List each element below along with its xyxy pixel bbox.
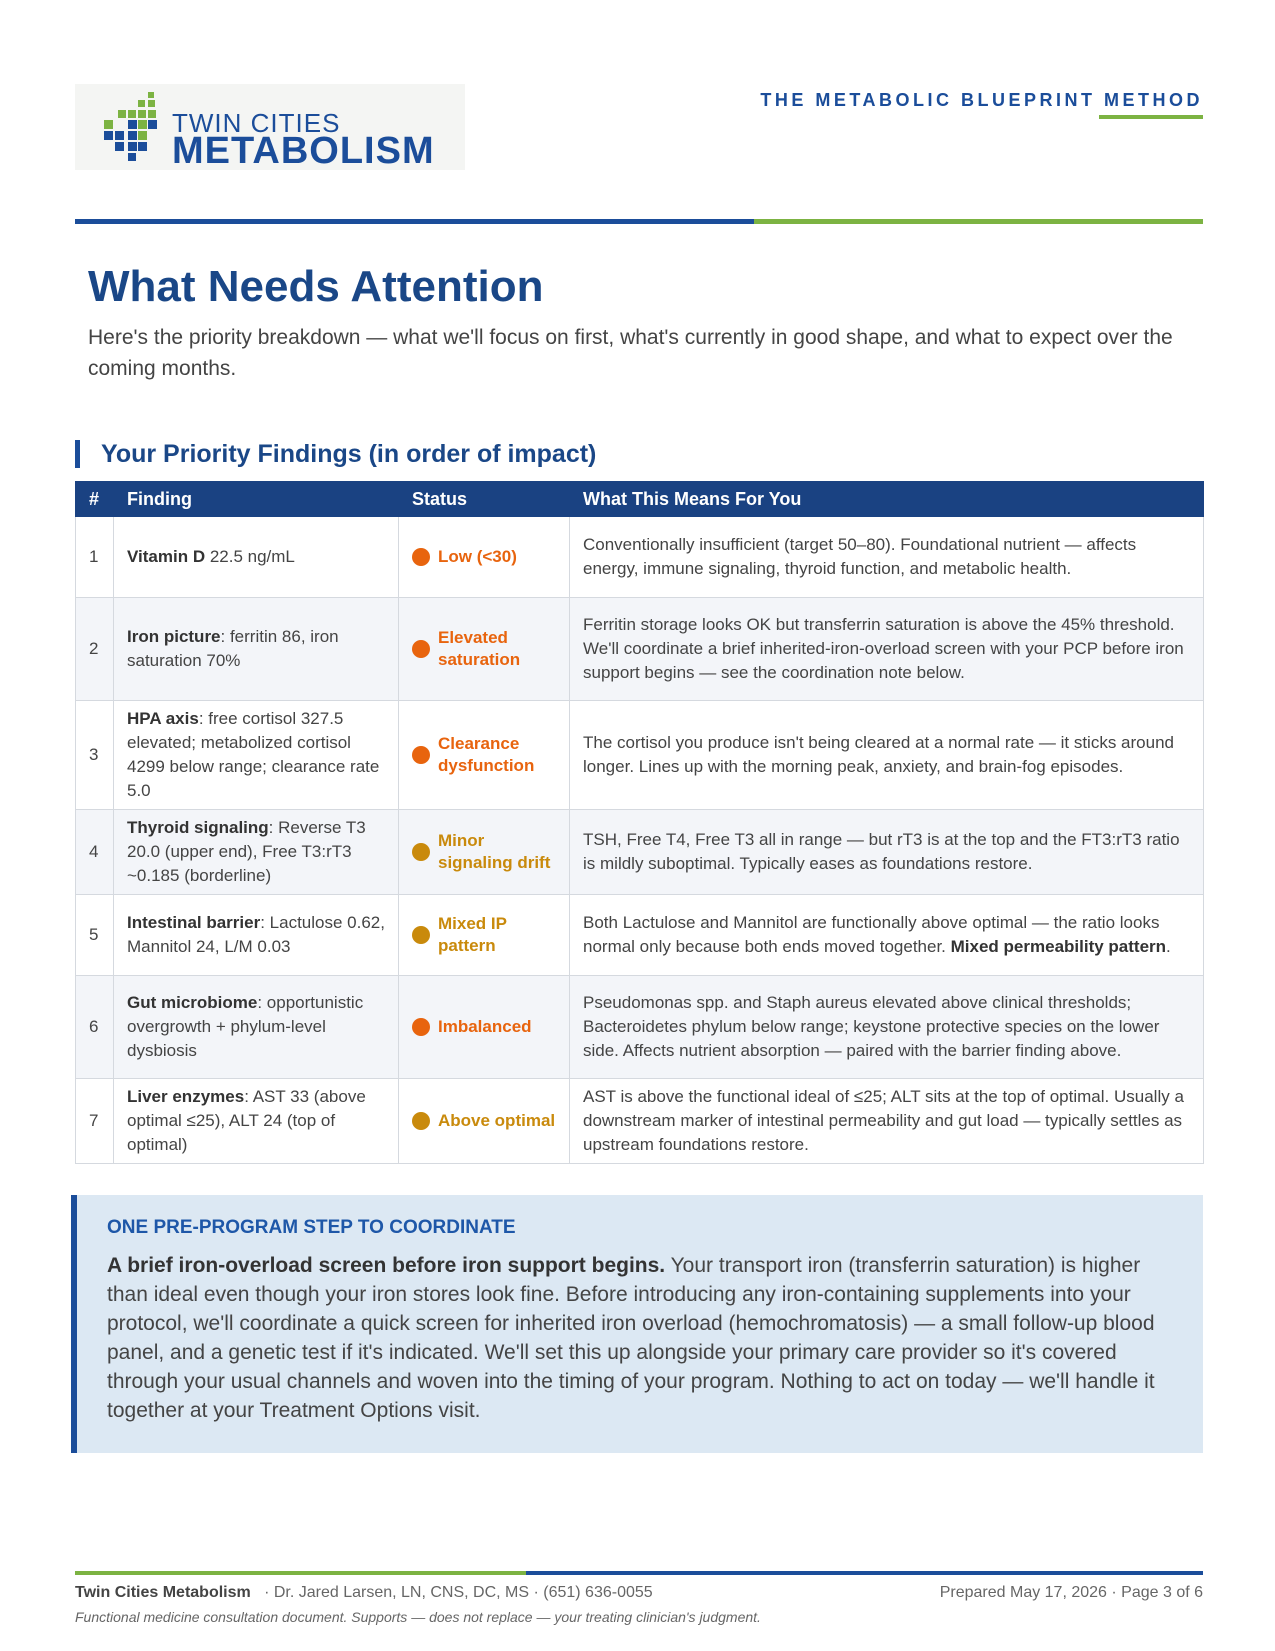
status-dot-icon [412,640,430,658]
page-header [75,84,1203,174]
footer-prepared: Prepared May 17, 2026 · Page 3 of 6 [939,1584,1203,1601]
footer-contact [75,1584,653,1602]
callout-text: Your transport iron (transferrin saturation) is higher than ideal even though your iron stores look fine. Before introducing any iron-containing supplements into your protocol, we'll coordinate a quick screen for inherited iron overload (hemochromatosis) — a small follow-up blood panel, and a genetic test if it's indicated. We'll set this up alongside your primary care provider so it's covered through your usual channels and woven into the timing of your program. Nothing to act on today — we'll handle it together at your Treatment Options visit. [107,1254,1155,1422]
finding-cell [114,810,399,895]
meaning-text: Both Lactulose and Mannitol are functionally above optimal — the ratio looks normal only because both ends moved together. [583,913,1160,956]
table-row [76,598,1204,701]
status-dot-icon [412,746,430,764]
finding-detail: : ferritin 86, iron saturation 70% [127,627,339,670]
finding-name: Liver enzymes [127,1087,245,1106]
status-label: Minor signaling drift [438,831,551,872]
row-number: 7 [76,1079,114,1164]
callout-heading: ONE PRE-PROGRAM STEP TO COORDINATE [107,1217,516,1238]
meaning-cell: TSH, Free T4, Free T3 all in range — but rT3 is at the top and the FT3:rT3 ratio is mildly suboptimal. Typically eases as foundations restore. [570,810,1204,895]
table-row [76,895,1204,976]
status-badge [412,913,556,957]
finding-cell [114,701,399,810]
meaning-tail: . [1166,937,1171,956]
status-badge [412,830,556,874]
table-row [76,701,1204,810]
status-dot-icon [412,548,430,566]
logo-grid-icon [104,92,166,164]
meaning-cell: Pseudomonas spp. and Staph aureus elevated above clinical thresholds; Bacteroidetes phylum below range; keystone protective species on the lower side. Affects nutrient absorption — paired with the barrier finding above. [570,976,1204,1079]
col-header-finding: Finding [114,482,399,517]
status-label: Mixed IP pattern [438,914,507,955]
status-cell [399,598,570,701]
logo-text-line2: METABOLISM [172,130,435,172]
finding-cell [114,1079,399,1164]
finding-name: Vitamin D [127,547,206,566]
status-label: Low (<30) [438,547,517,566]
footer-contact-text: · Dr. Jared Larsen, LN, CNS, DC, MS · (651) 636-0055 [264,1584,653,1601]
finding-detail: : opportunistic overgrowth + phylum-level dysbiosis [127,993,364,1060]
status-badge [412,1016,556,1038]
col-header-meaning: What This Means For You [570,482,1204,517]
table-row [76,810,1204,895]
meaning-cell: Ferritin storage looks OK but transferrin saturation is above the 45% threshold. We'll coordinate a brief inherited-iron-overload screen with your PCP before iron support begins — see the coordination note below. [570,598,1204,701]
status-badge [412,546,556,568]
col-header-number: # [76,482,114,517]
col-header-status: Status [399,482,570,517]
findings-table [75,481,1204,1164]
header-divider [75,219,1203,224]
finding-name: HPA axis [127,709,199,728]
row-number: 2 [76,598,114,701]
finding-name: Thyroid signaling [127,818,269,837]
status-cell [399,517,570,598]
row-number: 3 [76,701,114,810]
callout-lead: A brief iron-overload screen before iron support begins. [107,1254,666,1277]
finding-name: Iron picture [127,627,221,646]
status-cell [399,895,570,976]
intro-paragraph: Here's the priority breakdown — what we'll focus on first, what's currently in good shape, and what to expect over the coming months. [88,326,1173,380]
finding-detail: : AST 33 (above optimal ≤25), ALT 24 (top of optimal) [127,1087,366,1154]
coordination-callout [71,1195,1203,1453]
status-label: Above optimal [438,1111,556,1130]
page-title: What Needs Attention [88,262,544,311]
row-number: 1 [76,517,114,598]
status-dot-icon [412,843,430,861]
method-tagline: THE METABOLIC BLUEPRINT METHOD [760,90,1203,110]
row-number: 4 [76,810,114,895]
finding-detail: : Reverse T3 20.0 (upper end), Free T3:rT3 ~0.185 (borderline) [127,818,366,885]
row-number: 6 [76,976,114,1079]
status-cell [399,1079,570,1164]
footer-divider [75,1571,1203,1575]
meaning-cell: AST is above the functional ideal of ≤25; ALT sits at the top of optimal. Usually a downstream marker of intestinal permeability and gut load — typically settles as upstream foundations restore. [570,1079,1204,1164]
logo-text-line1: TWIN CITIES [172,108,341,138]
table-row [76,517,1204,598]
status-label: Clearance dysfunction [438,734,535,775]
status-label: Elevated saturation [438,628,521,669]
status-badge [412,627,556,671]
meaning-cell: Conventionally insufficient (target 50–80). Foundational nutrient — affects energy, immune signaling, thyroid function, and metabolic health. [570,517,1204,598]
finding-cell [114,598,399,701]
status-dot-icon [412,926,430,944]
finding-name: Intestinal barrier [127,913,261,932]
status-badge [412,1110,556,1132]
finding-cell [114,895,399,976]
meaning-cell: The cortisol you produce isn't being cleared at a normal rate — it sticks around longer. Lines up with the morning peak, anxiety, and brain-fog episodes. [570,701,1204,810]
table-header-row [76,482,1204,517]
footer-brand: Twin Cities Metabolism [75,1584,251,1601]
finding-cell [114,976,399,1079]
status-cell [399,976,570,1079]
table-row [76,1079,1204,1164]
callout-body [107,1251,1177,1425]
finding-cell [114,517,399,598]
finding-name: Gut microbiome [127,993,258,1012]
row-number: 5 [76,895,114,976]
section-title: Your Priority Findings (in order of impact) [75,440,596,468]
status-dot-icon [412,1112,430,1130]
status-cell [399,810,570,895]
tagline-underline [1099,115,1203,119]
finding-detail: 22.5 ng/mL [205,547,295,566]
status-label: Imbalanced [438,1017,532,1036]
finding-detail: : Lactulose 0.62, Mannitol 24, L/M 0.03 [127,913,385,956]
meaning-cell [570,895,1204,976]
status-badge [412,733,556,777]
footer-disclaimer: Functional medicine consultation document. Supports — does not replace — your treating clinician's judgment. [75,1609,761,1625]
table-row [76,976,1204,1079]
brand-logo [75,84,465,170]
status-dot-icon [412,1018,430,1036]
status-cell [399,701,570,810]
meaning-emphasis: Mixed permeability pattern [950,937,1167,956]
finding-detail: : free cortisol 327.5 elevated; metabolized cortisol 4299 below range; clearance rate 5.0 [127,709,380,800]
